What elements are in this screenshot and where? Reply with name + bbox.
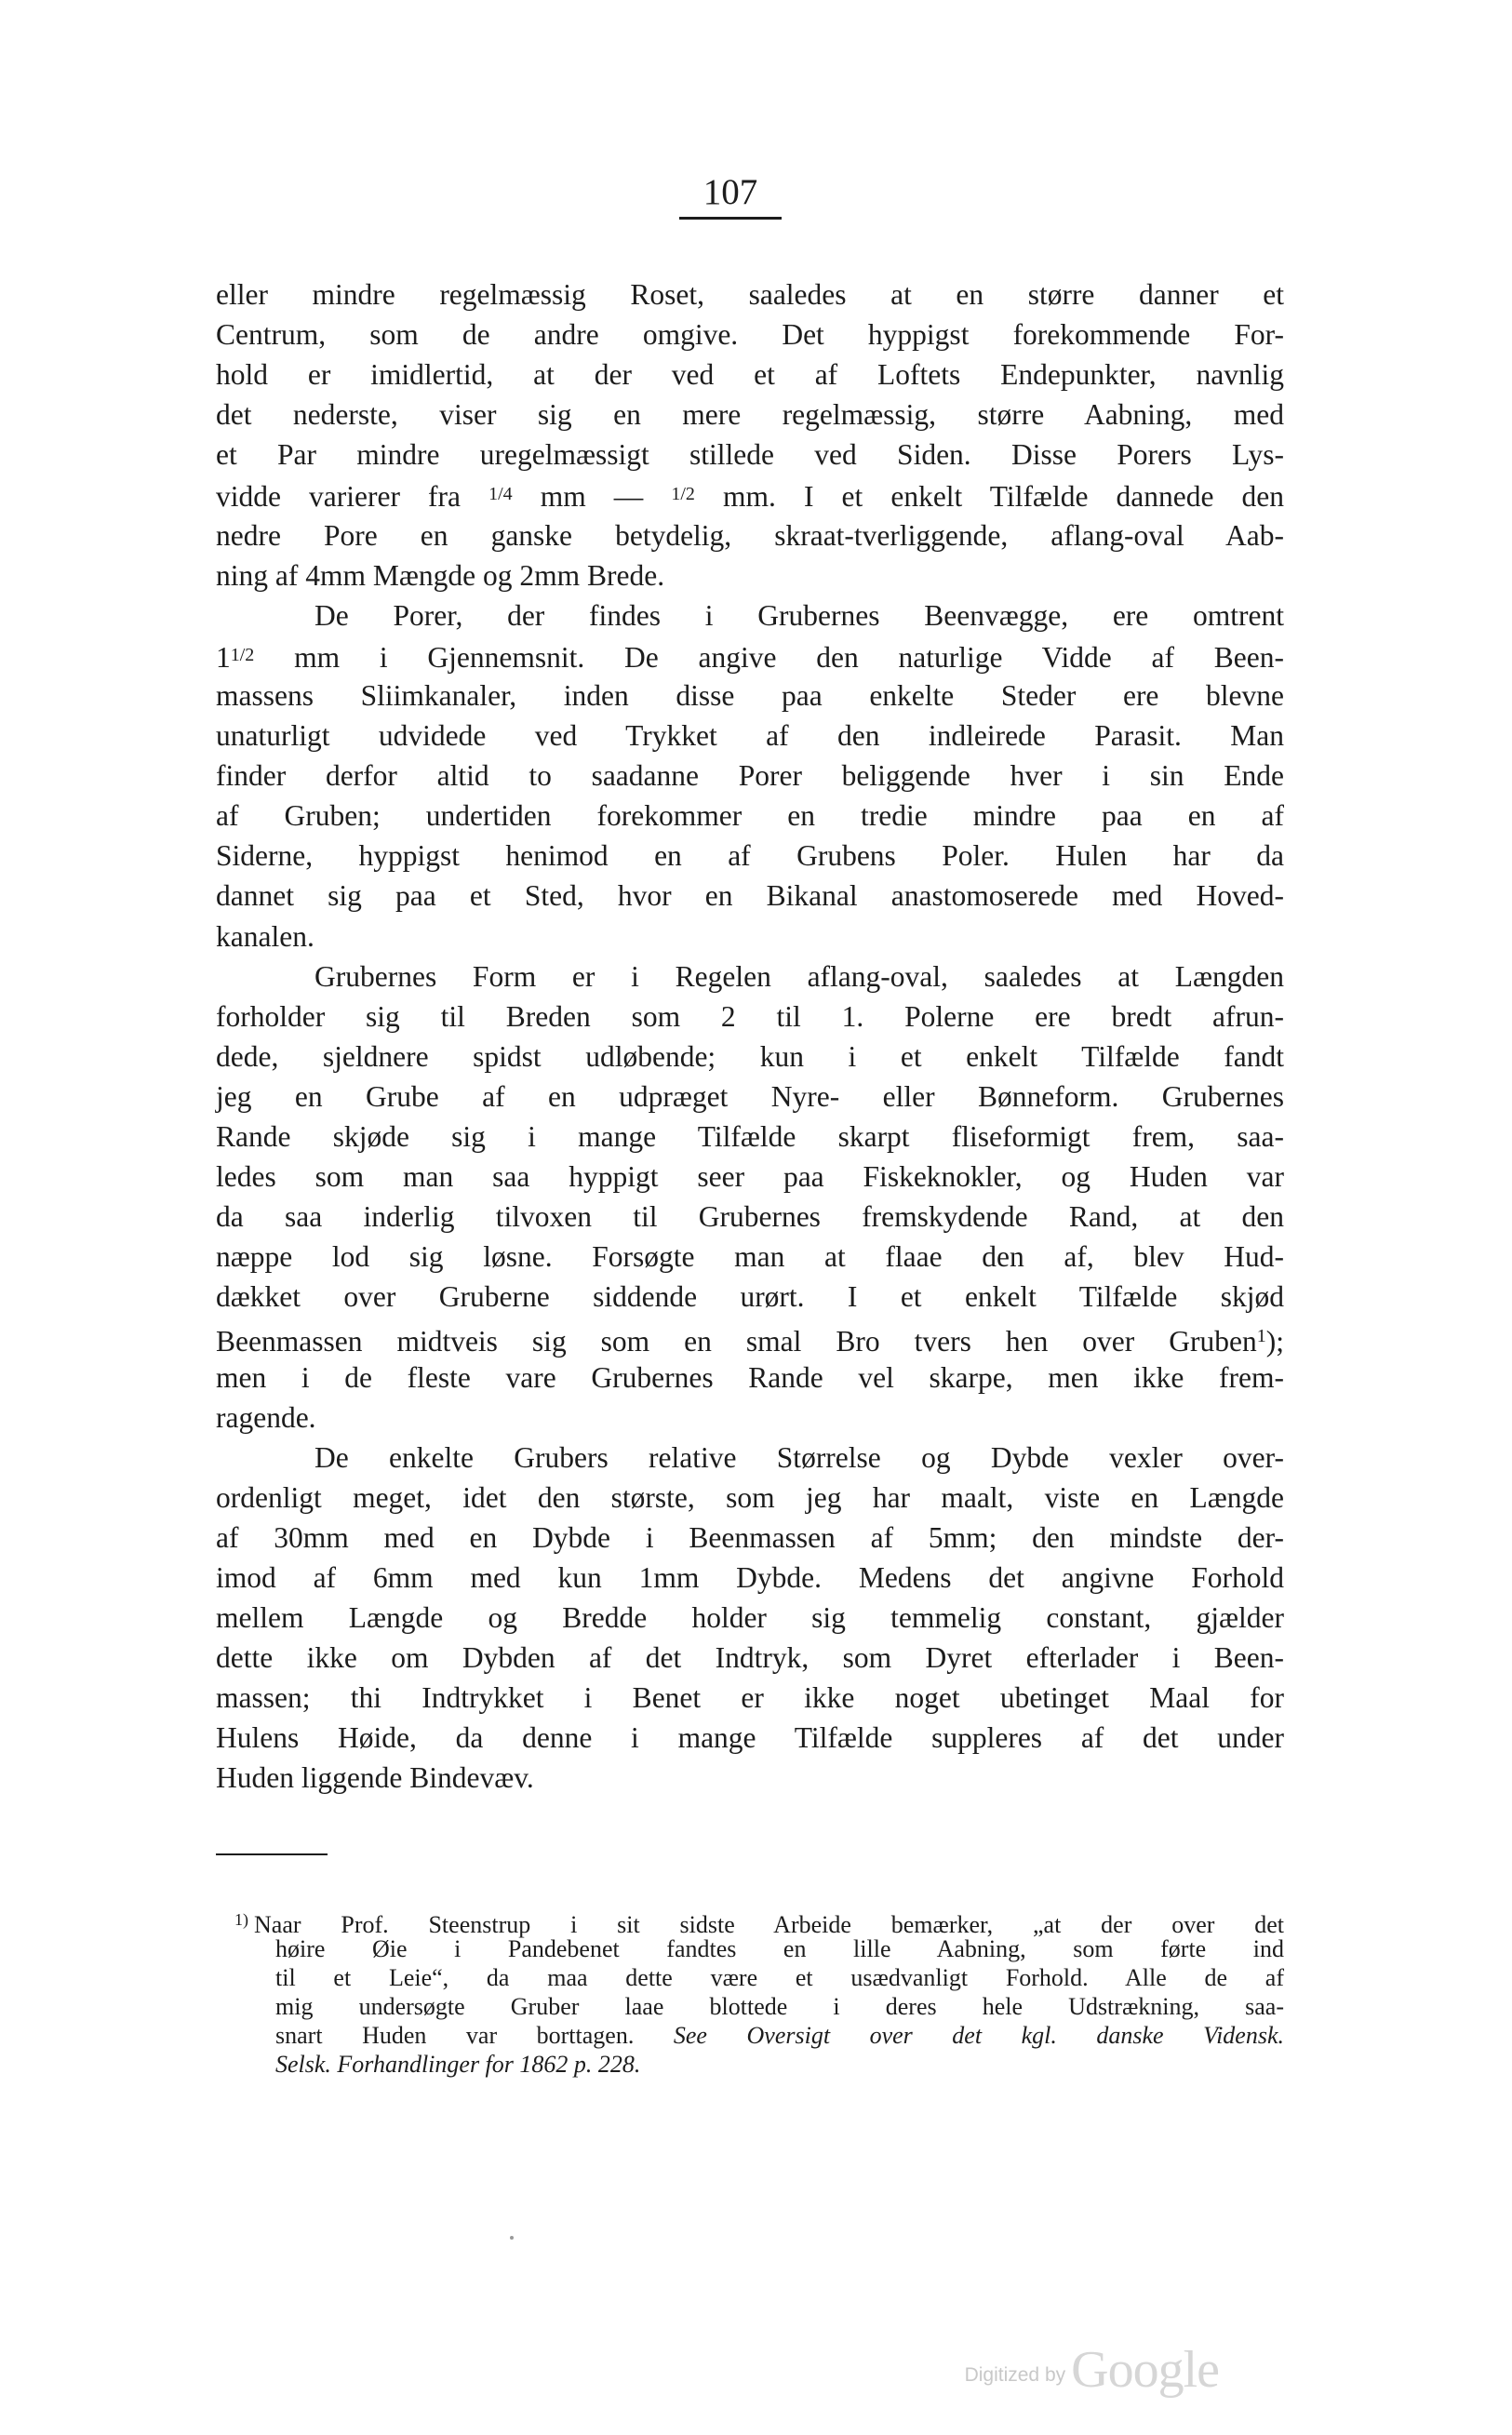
text-segment: 1 [216, 640, 231, 674]
text-line: eller mindre regelmæssig Roset, saaledes at en større danner et [216, 278, 1284, 311]
text-line: mellem Længde og Bredde holder sig temmelig constant, gjælder [216, 1601, 1284, 1635]
footnote-line: til et Leie“, da maa dette være et usædvanligt Forhold. Alle de af [275, 1964, 1284, 1991]
footnote-line: høire Øie i Pandebenet fandtes en lille Aabning, som førte ind [275, 1935, 1284, 1962]
text-line: næppe lod sig løsne. Forsøgte man at flaae den af, blev Hud- [216, 1240, 1284, 1274]
text-line: De enkelte Grubers relative Størrelse og Dybde vexler over- [314, 1440, 1284, 1474]
digitized-by-label: Digitized by [964, 2364, 1066, 2386]
text-line [216, 475, 1284, 515]
text-line: finder derfor altid to saadanne Porer beliggende hver i sin Ende [216, 759, 1284, 793]
footnote-line [216, 1906, 1284, 1939]
text-line: imod af 6mm med kun 1mm Dybde. Medens det angivne Forhold [216, 1561, 1284, 1594]
text-line: forholder sig til Breden som 2 til 1. Polerne ere bredt afrun- [216, 999, 1284, 1033]
text-line: massen; thi Indtrykket i Benet er ikke noget ubetinget Maal for [216, 1681, 1284, 1715]
text-segment: ); [1265, 1325, 1284, 1358]
footnote-line: mig undersøgte Gruber laae blottede i deres hele Udstrækning, saa- [275, 1993, 1284, 2020]
scan-speck [510, 2236, 514, 2240]
page-number-block [679, 172, 782, 220]
text-line: kanalen. [216, 919, 314, 953]
text-line: ning af 4mm Mængde og 2mm Brede. [216, 558, 665, 592]
text-line: det nederste, viser sig en mere regelmæssig, større Aabning, med [216, 398, 1284, 432]
text-segment: Beenmassen midtveis sig som en smal Bro tvers hen over Gruben [216, 1325, 1257, 1358]
page-number-underline [679, 217, 782, 220]
text-line: ragende. [216, 1400, 316, 1434]
text-line: dækket over Gruberne siddende urørt. I et enkelt Tilfælde skjød [216, 1280, 1284, 1314]
digitized-watermark [965, 2340, 1219, 2400]
page-number: 107 [702, 172, 758, 212]
footnote [216, 1906, 1284, 2079]
text-segment: snart Huden var borttagen. [275, 2022, 635, 2049]
footnote-line: Selsk. Forhandlinger for 1862 p. 228. [275, 2051, 641, 2078]
text-line: et Par mindre uregelmæssigt stillede ved Siden. Disse Porers Lys- [216, 438, 1284, 472]
text-segment: vidde varierer fra [216, 480, 489, 514]
text-segment: mm — [512, 480, 672, 514]
text-line: Grubernes Form er i Regelen aflang-oval, saaledes at Længden [314, 959, 1284, 993]
text-line: af Gruben; undertiden forekommer en tredie mindre paa en af [216, 799, 1284, 833]
text-line: Centrum, som de andre omgive. Det hyppigst forekommende For- [216, 318, 1284, 352]
text-line: unaturligt udvidede ved Trykket af den indleirede Parasit. Man [216, 719, 1284, 753]
text-segment: mm. I et enkelt Tilfælde dannede den [694, 480, 1284, 514]
text-line: dede, sjeldnere spidst udløbende; kun i et enkelt Tilfælde fandt [216, 1039, 1284, 1073]
text-line: ledes som man saa hyppigt seer paa Fiskeknokler, og Huden var [216, 1160, 1284, 1194]
fraction: 1/4 [488, 484, 513, 505]
text-line: Rande skjøde sig i mange Tilfælde skarpt fliseformigt frem, saa- [216, 1119, 1284, 1153]
citation-italic: See Oversigt over det kgl. danske Vidensk. [673, 2022, 1285, 2049]
text-segment: mm i Gjennemsnit. De angive den naturlige Vidde af Been- [254, 640, 1284, 674]
fraction: 1/2 [230, 644, 255, 665]
text-line: da saa inderlig tilvoxen til Grubernes fremskydende Rand, at den [216, 1200, 1284, 1234]
fraction: 1/2 [671, 484, 695, 505]
text-line [216, 636, 1284, 676]
footnote-separator [216, 1853, 328, 1855]
text-line: af 30mm med en Dybde i Beenmassen af 5mm; den mindste der- [216, 1520, 1284, 1554]
footnote-marker: 1) [234, 1910, 248, 1929]
text-line: dette ikke om Dybden af det Indtryk, som Dyret efterlader i Been- [216, 1641, 1284, 1675]
text-line: Siderne, hyppigst henimod en af Grubens Poler. Hulen har da [216, 839, 1284, 873]
text-line: hold er imidlertid, at der ved et af Loftets Endepunkter, navnlig [216, 358, 1284, 392]
footnote-reference: 1 [1256, 1326, 1266, 1347]
text-line: dannet sig paa et Sted, hvor en Bikanal anastomoserede med Hoved- [216, 879, 1284, 913]
text-line: men i de fleste vare Grubernes Rande vel skarpe, men ikke frem- [216, 1360, 1284, 1394]
text-line: massens Sliimkanaler, inden disse paa enkelte Steder ere blevne [216, 678, 1284, 712]
text-line: De Porer, der findes i Grubernes Beenvægge, ere omtrent [314, 598, 1284, 632]
footnote-line [216, 2021, 1284, 2050]
text-line: ordenligt meget, idet den største, som jeg har maalt, viste en Længde [216, 1480, 1284, 1514]
text-line [216, 1317, 1284, 1357]
body-text [216, 274, 1284, 1799]
text-line: Huden liggende Bindevæv. [216, 1761, 534, 1795]
text-line: nedre Pore en ganske betydelig, skraat-tverliggende, aflang-oval Aab- [216, 518, 1284, 552]
text-line: jeg en Grube af en udpræget Nyre- eller Bønneform. Grubernes [216, 1079, 1284, 1113]
text-segment: Naar Prof. Steenstrup i sit sidste Arbeide bemærker, „at der over det [254, 1911, 1284, 1939]
text-line: Hulens Høide, da denne i mange Tilfælde suppleres af det under [216, 1721, 1284, 1755]
google-logo: Google [1071, 2341, 1219, 2399]
